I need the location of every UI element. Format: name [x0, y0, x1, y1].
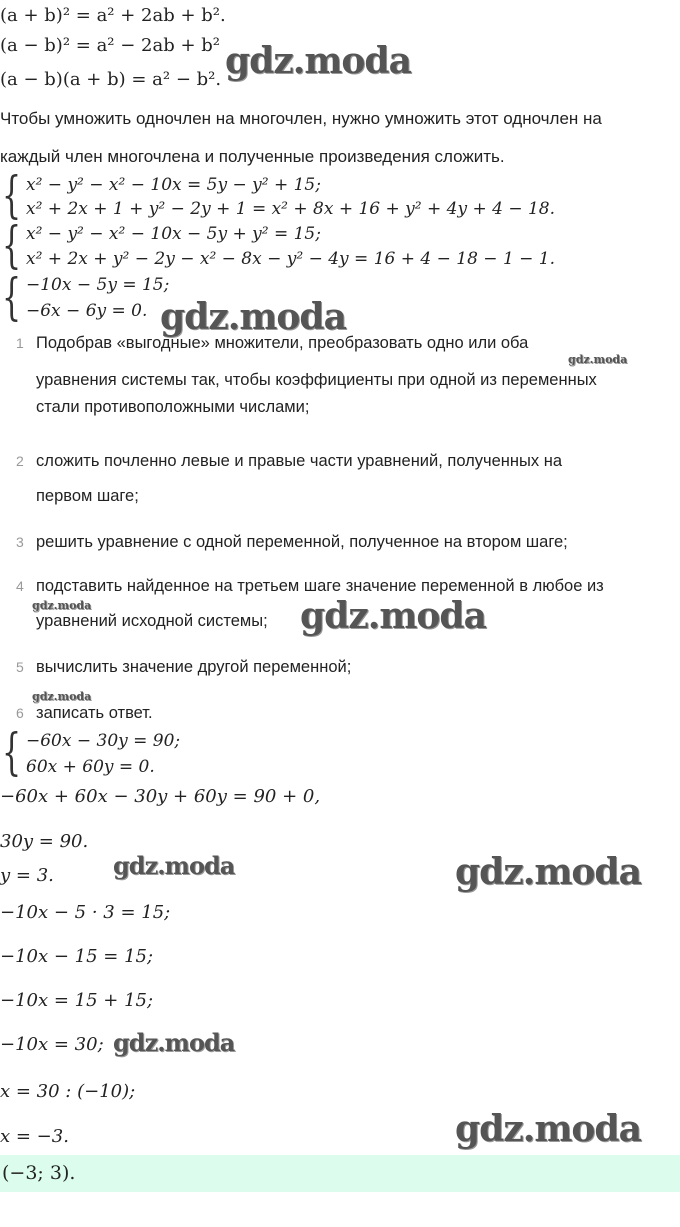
watermark-logo: gdz.moda — [455, 851, 641, 893]
watermark-logo: gdz.moda — [225, 40, 411, 82]
answer-text: (−3; 3). — [2, 1162, 76, 1184]
watermark-logo: gdz.moda — [32, 599, 92, 612]
solution-step: y = 3. — [0, 865, 54, 886]
watermark-logo: gdz.moda — [32, 690, 92, 703]
watermark-logo: gdz.moda — [568, 353, 628, 366]
solution-step: −10x − 5 · 3 = 15; — [0, 902, 171, 923]
watermark-logo: gdz.moda — [113, 1028, 235, 1057]
formula-diff-squares: (a − b)(a + b) = a² − b². — [0, 69, 222, 90]
answer-box — [0, 1155, 680, 1192]
solution-step: −10x = 15 + 15; — [0, 990, 154, 1011]
solution-step: 30y = 90. — [0, 831, 89, 852]
solution-step: x = −3. — [0, 1126, 69, 1147]
watermark-logo: gdz.moda — [455, 1108, 641, 1150]
formula-square-sum: (a + b)² = a² + 2ab + b². — [0, 5, 226, 26]
watermark-logo: gdz.moda — [160, 296, 346, 338]
rule-text-line: Чтобы умножить одночлен на многочлен, нужно умножить этот одночлен на — [0, 109, 602, 128]
solution-step: −10x − 15 = 15; — [0, 946, 154, 967]
rule-text-line: каждый член многочлена и полученные произведения сложить. — [0, 147, 505, 166]
formula-square-diff: (a − b)² = a² − 2ab + b² — [0, 35, 221, 56]
solution-step: x = 30 : (−10); — [0, 1081, 136, 1102]
solution-step: −60x + 60x − 30y + 60y = 90 + 0, — [0, 786, 321, 807]
watermark-logo: gdz.moda — [113, 851, 235, 880]
solution-step: −10x = 30; — [0, 1034, 104, 1055]
watermark-logo: gdz.moda — [300, 595, 486, 637]
